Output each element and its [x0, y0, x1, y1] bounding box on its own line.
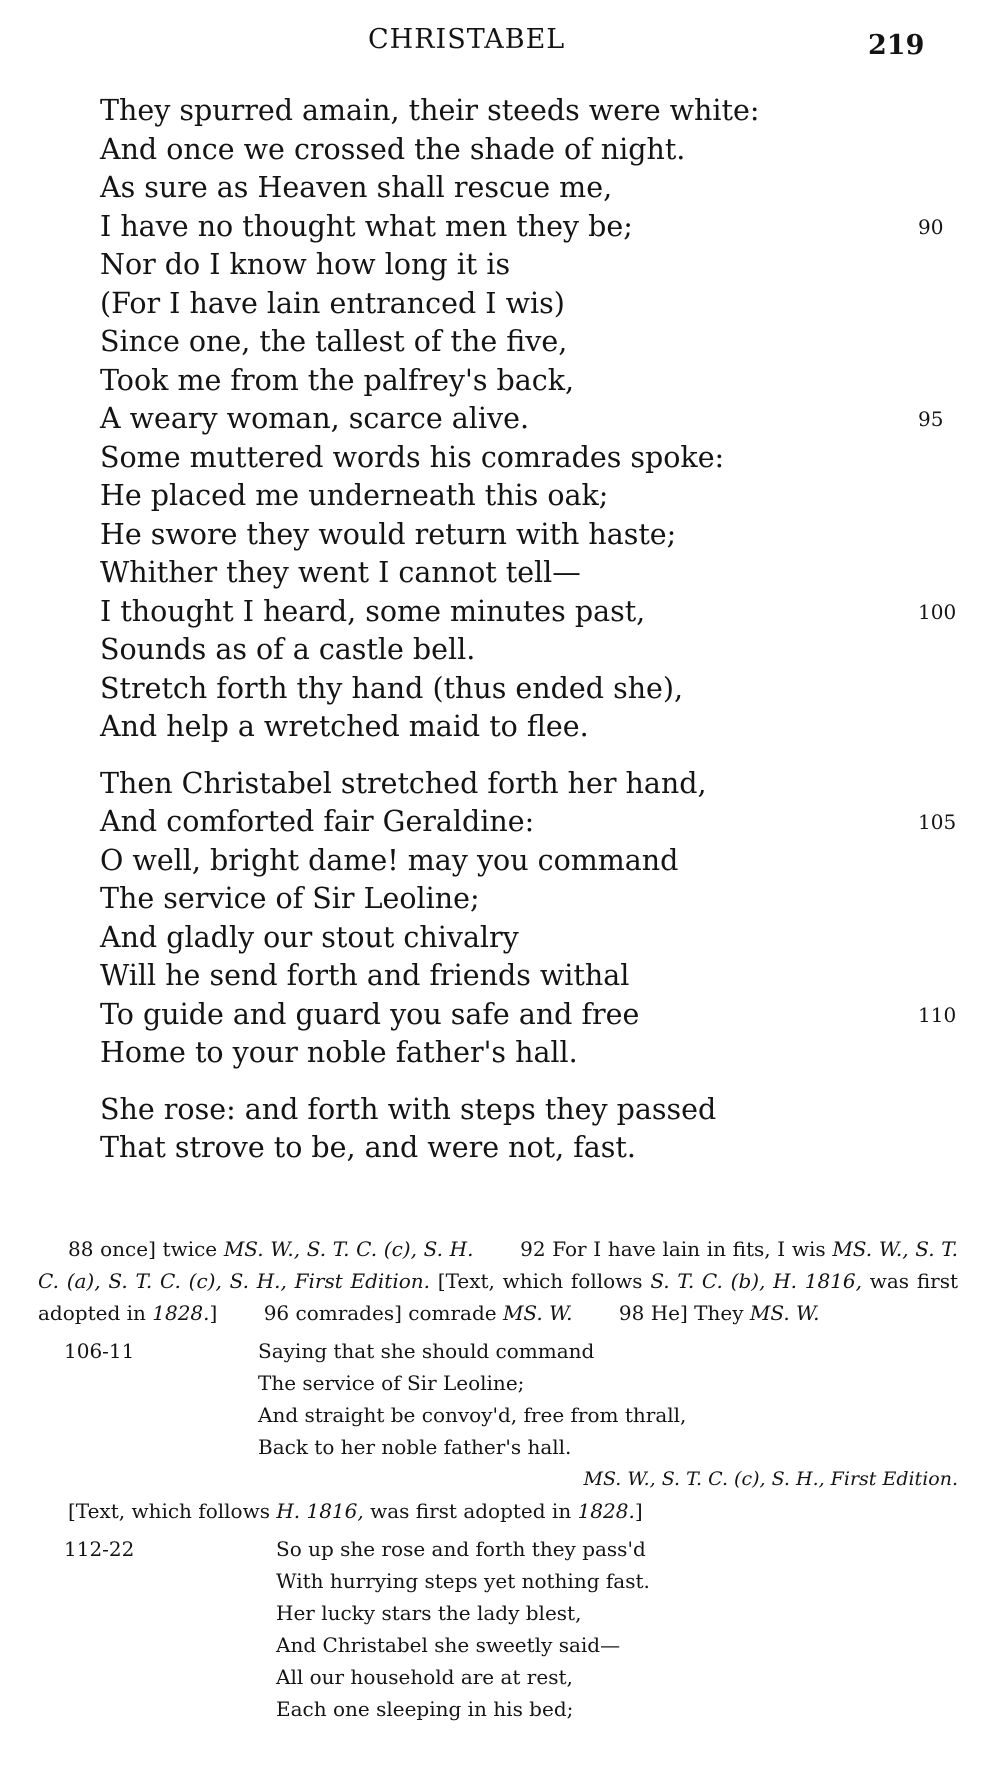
poem-line-text: (For I have lain entranced I wis)	[100, 286, 565, 320]
running-title: CHRISTABEL	[368, 24, 566, 55]
footnote-paragraph	[38, 1233, 958, 1329]
poem-line	[100, 919, 960, 958]
variant-line: With hurrying steps yet nothing fast.	[276, 1569, 650, 1593]
poem-line	[100, 1091, 960, 1130]
stanza-3	[100, 1091, 960, 1168]
note-92-adopted: was first adopted in	[38, 1269, 959, 1325]
variant-106-11	[38, 1335, 958, 1527]
note-92-source-2: S. T. C. (b), H. 1816,	[650, 1269, 862, 1293]
variant-line-range: 112-22	[64, 1537, 135, 1561]
note-92-source: MS. W., S. T. C. (a), S. T. C. (c), S. H., First Edition.	[38, 1237, 959, 1293]
poem-line	[100, 323, 960, 362]
poem-line	[100, 477, 960, 516]
poem-line	[100, 516, 960, 555]
poem-line	[100, 362, 960, 401]
running-head	[0, 24, 1000, 64]
page-number: 219	[868, 30, 925, 61]
variant-line: And straight be convoy'd, free from thrall,	[258, 1403, 687, 1427]
poem-line	[100, 880, 960, 919]
variant-attribution: MS. W., S. T. C. (c), S. H., First Edition.	[583, 1468, 958, 1490]
variant-line: And Christabel she sweetly said—	[276, 1633, 621, 1657]
poem-line-text: A weary woman, scarce alive.	[100, 402, 530, 435]
note-88-source: MS. W., S. T. C. (c), S. H.	[223, 1237, 474, 1261]
variant-line: All our household are at rest,	[276, 1665, 573, 1689]
poem-line-text: He placed me underneath this oak;	[100, 479, 609, 512]
poem-line	[100, 169, 960, 208]
line-number: 95	[918, 407, 944, 431]
variant-line-range: 106-11	[64, 1339, 135, 1363]
note-92-text: [Text, which follows	[437, 1269, 643, 1293]
poem-line-text: And comforted fair Geraldine:	[100, 805, 535, 838]
poem-line	[100, 1129, 960, 1168]
variant-line: Back to her noble father's hall.	[258, 1435, 572, 1459]
note-92-close: ]	[209, 1301, 218, 1325]
poem-line-text: Some muttered words his comrades spoke:	[100, 440, 725, 474]
poem-line	[100, 1034, 960, 1073]
poem-line-text: Took me from the palfrey's back,	[100, 363, 575, 397]
line-number: 90	[918, 214, 944, 239]
poem-line	[100, 803, 960, 842]
poem-line	[100, 554, 960, 593]
poem-line-text: He swore they would return with haste;	[100, 517, 677, 551]
poem-line	[100, 208, 960, 247]
note-92: 92 For I have lain in fits, I wis	[520, 1237, 826, 1261]
poem-line-text: She rose: and forth with steps they passed	[100, 1092, 717, 1126]
poem-line	[100, 708, 960, 747]
poem-line-text: Stretch forth thy hand (thus ended she),	[100, 671, 684, 705]
poem-line	[100, 400, 960, 439]
poem-line-text: I have no thought what men they be;	[100, 209, 633, 243]
poem-line	[100, 957, 960, 996]
poem-line-text: Will he send forth and friends withal	[100, 959, 630, 992]
poem-line-text: Sounds as of a castle bell.	[100, 633, 476, 666]
poem-line-text: Nor do I know how long it is	[100, 248, 511, 281]
poem-line	[100, 92, 960, 131]
poem-line-text: Since one, the tallest of the five,	[100, 325, 568, 358]
text-note-source: H. 1816,	[276, 1499, 364, 1523]
variant-line: Her lucky stars the lady blest,	[276, 1601, 582, 1625]
variant-line: Saying that she should command	[258, 1339, 595, 1363]
poem-line-text: As sure as Heaven shall rescue me,	[100, 171, 613, 204]
poem-line	[100, 246, 960, 285]
poem-text	[100, 92, 960, 1168]
note-98: 98 He] They	[618, 1301, 744, 1325]
stanza-1	[100, 92, 960, 747]
footnotes	[38, 1233, 958, 1725]
variant-line: So up she rose and forth they pass'd	[276, 1537, 646, 1561]
variant-lines	[276, 1533, 958, 1725]
poem-line-text: I thought I heard, some minutes past,	[100, 594, 646, 628]
stanza-2	[100, 765, 960, 1073]
variant-text-note	[68, 1495, 958, 1527]
line-number: 105	[918, 810, 957, 834]
poem-line-text: And once we crossed the shade of night.	[100, 132, 686, 166]
poem-line-text: To guide and guard you safe and free	[100, 997, 640, 1031]
variant-lines	[258, 1335, 958, 1463]
poem-line	[100, 842, 960, 881]
poem-line-text: That strove to be, and were not, fast.	[100, 1131, 636, 1164]
note-96-source: MS. W.	[502, 1301, 573, 1325]
text-note-adopted: was first adopted in	[370, 1499, 572, 1523]
note-98-source: MS. W.	[749, 1301, 820, 1325]
note-92-year: 1828.	[152, 1301, 210, 1325]
poem-line	[100, 131, 960, 170]
poem-line-text: And gladly our stout chivalry	[100, 920, 519, 954]
poem-line-text: They spurred amain, their steeds were white:	[100, 94, 760, 127]
poem-line	[100, 996, 960, 1035]
variant-line: Each one sleeping in his bed;	[276, 1697, 574, 1721]
text-note-year: 1828.	[577, 1499, 635, 1523]
poem-line	[100, 631, 960, 670]
poem-line	[100, 285, 960, 324]
poem-line	[100, 439, 960, 478]
poem-line	[100, 765, 960, 804]
line-number: 110	[918, 1002, 957, 1027]
poem-line-text: O well, bright dame! may you command	[100, 843, 679, 877]
note-96: 96 comrades] comrade	[263, 1301, 497, 1325]
poem-line	[100, 670, 960, 709]
poem-line-text: The service of Sir Leoline;	[100, 882, 480, 915]
variant-112-22	[38, 1533, 958, 1725]
text-note-close: ]	[634, 1499, 643, 1523]
variant-line: The service of Sir Leoline;	[258, 1371, 525, 1395]
poem-line-text: Whither they went I cannot tell—	[100, 556, 581, 589]
poem-line	[100, 593, 960, 632]
poem-line-text: Then Christabel stretched forth her hand,	[100, 766, 707, 800]
poem-line-text: Home to your noble father's hall.	[100, 1036, 578, 1069]
note-88: 88 once] twice	[68, 1237, 218, 1261]
text-note-lead: [Text, which follows	[68, 1499, 270, 1523]
poem-line-text: And help a wretched maid to flee.	[100, 710, 589, 743]
line-number: 100	[918, 599, 957, 624]
